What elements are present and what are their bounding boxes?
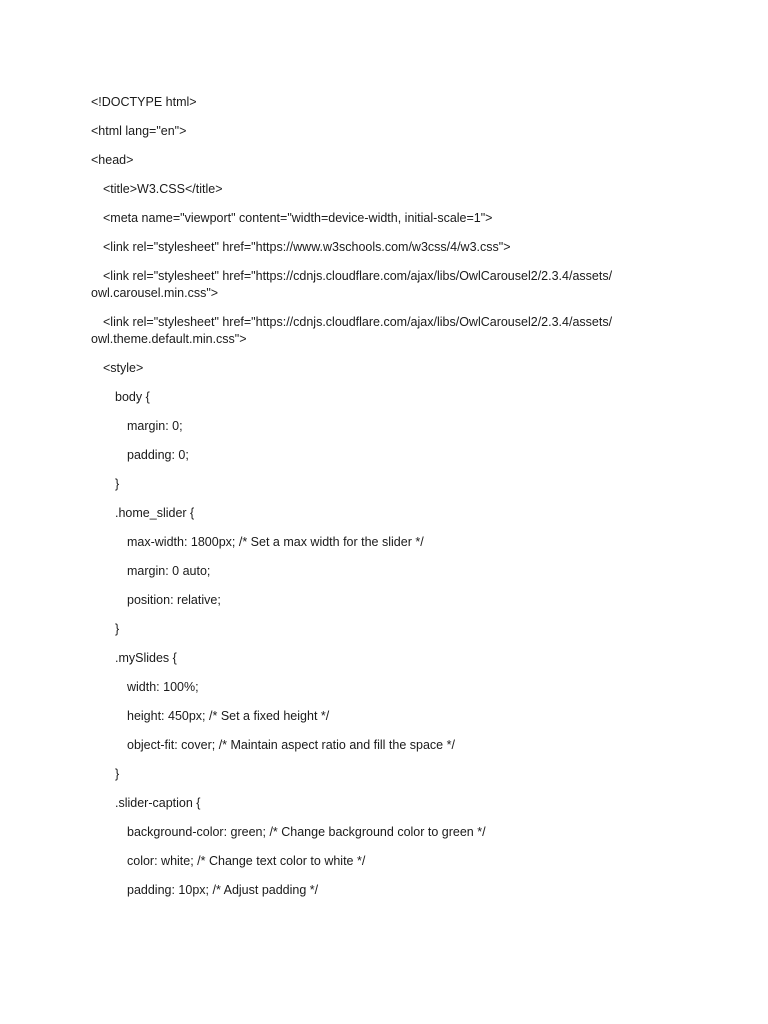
code-line xyxy=(91,708,651,725)
code-line xyxy=(91,94,651,111)
code-line xyxy=(91,853,651,870)
code-line-text: body { xyxy=(115,390,150,404)
code-line-text: width: 100%; xyxy=(127,680,199,694)
code-line xyxy=(91,650,651,667)
code-line-text: position: relative; xyxy=(127,593,221,607)
code-line-text: } xyxy=(115,622,120,636)
code-line-text: <link rel="stylesheet" href="https://www.w3schools.com/w3css/4/w3.css"> xyxy=(103,240,511,254)
code-line xyxy=(91,621,651,638)
code-line-text: <meta name="viewport" content="width=device-width, initial-scale=1"> xyxy=(103,211,493,225)
code-line xyxy=(91,268,651,302)
code-line xyxy=(91,152,651,169)
code-line-text: color: white; /* Change text color to white */ xyxy=(127,854,366,868)
code-line-text: margin: 0 auto; xyxy=(127,564,211,578)
code-line xyxy=(91,505,651,522)
code-line xyxy=(91,239,651,256)
code-line xyxy=(91,314,651,348)
code-line-text: max-width: 1800px; /* Set a max width for the slider */ xyxy=(127,535,424,549)
code-line-text: margin: 0; xyxy=(127,419,183,433)
document-body xyxy=(91,94,651,911)
code-line xyxy=(91,123,651,140)
code-line-text: .mySlides { xyxy=(115,651,177,665)
code-line-text: <html lang="en"> xyxy=(91,124,187,138)
code-line-continuation: owl.carousel.min.css"> xyxy=(91,286,219,300)
code-line xyxy=(91,766,651,783)
code-line xyxy=(91,360,651,377)
code-line xyxy=(91,534,651,551)
code-line-text: <link rel="stylesheet" href="https://cdnjs.cloudflare.com/ajax/libs/OwlCarousel2/2.3.4/assets/ xyxy=(103,269,613,283)
code-line xyxy=(91,476,651,493)
code-line-text: height: 450px; /* Set a fixed height */ xyxy=(127,709,330,723)
code-line xyxy=(91,181,651,198)
code-line-continuation: owl.theme.default.min.css"> xyxy=(91,332,247,346)
code-line xyxy=(91,447,651,464)
code-line-text: padding: 10px; /* Adjust padding */ xyxy=(127,883,319,897)
code-line-text: padding: 0; xyxy=(127,448,189,462)
code-line xyxy=(91,389,651,406)
code-line xyxy=(91,210,651,227)
code-line-text: } xyxy=(115,477,120,491)
code-line-text: } xyxy=(115,767,120,781)
code-line-text: <style> xyxy=(103,361,144,375)
code-line xyxy=(91,563,651,580)
code-line-text: <!DOCTYPE html> xyxy=(91,95,197,109)
code-line-text: object-fit: cover; /* Maintain aspect ratio and fill the space */ xyxy=(127,738,455,752)
code-line xyxy=(91,824,651,841)
code-line xyxy=(91,882,651,899)
code-line-text: .slider-caption { xyxy=(115,796,201,810)
code-line-text: <link rel="stylesheet" href="https://cdnjs.cloudflare.com/ajax/libs/OwlCarousel2/2.3.4/assets/ xyxy=(103,315,613,329)
code-line-text: .home_slider { xyxy=(115,506,195,520)
code-line-text: background-color: green; /* Change background color to green */ xyxy=(127,825,486,839)
code-line xyxy=(91,795,651,812)
code-line xyxy=(91,737,651,754)
code-line-text: <title>W3.CSS</title> xyxy=(103,182,223,196)
code-line xyxy=(91,679,651,696)
code-line xyxy=(91,418,651,435)
code-line xyxy=(91,592,651,609)
code-line-text: <head> xyxy=(91,153,134,167)
